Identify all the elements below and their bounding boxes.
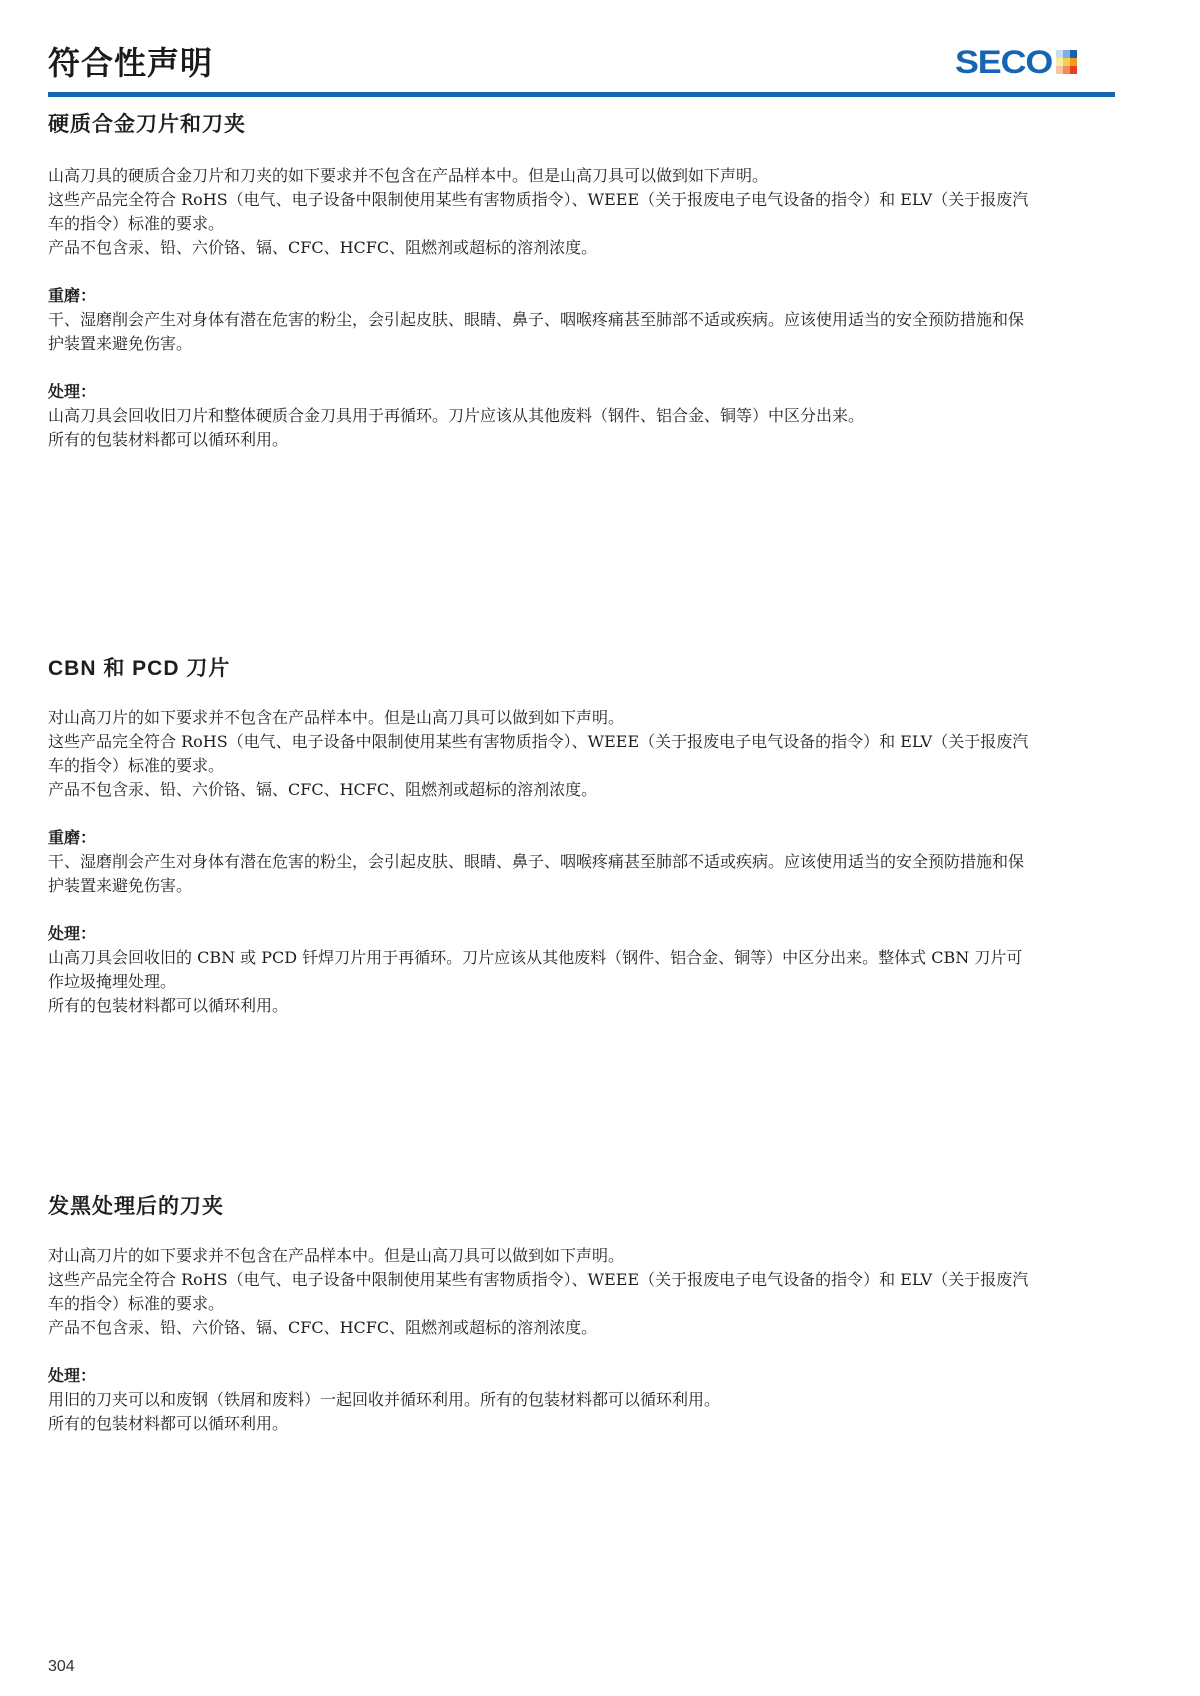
intro-line: 这些产品完全符合 RoHS（电气、电子设备中限制使用某些有害物质指令）、WEEE（关于报废电子电气设备的指令）和 ELV（关于报废汽车的指令）标准的要求。 (48, 732, 1029, 775)
intro-line: 产品不包含汞、铅、六价铬、镉、CFC、HCFC、阻燃剂或超标的溶剂浓度。 (48, 238, 598, 257)
page-number: 304 (48, 1658, 75, 1675)
section-heading: 硬质合金刀片和刀夹 (48, 111, 246, 136)
disposal-line: 所有的包装材料都可以循环利用。 (48, 430, 289, 449)
intro-line: 对山高刀片的如下要求并不包含在产品样本中。但是山高刀具可以做到如下声明。 (48, 708, 625, 727)
section-heading: CBN 和 PCD 刀片 (48, 657, 231, 680)
section-blackened-holders (48, 1190, 1128, 1436)
seco-logo (955, 44, 1077, 80)
regrinding-label: 重磨： (48, 286, 97, 305)
section-cbn-pcd (48, 652, 1128, 1018)
section-heading: 发黑处理后的刀夹 (48, 1193, 224, 1218)
intro-line: 产品不包含汞、铅、六价铬、镉、CFC、HCFC、阻燃剂或超标的溶剂浓度。 (48, 780, 598, 799)
intro-line: 这些产品完全符合 RoHS（电气、电子设备中限制使用某些有害物质指令）、WEEE（关于报废电子电气设备的指令）和 ELV（关于报废汽车的指令）标准的要求。 (48, 1270, 1029, 1313)
intro-line: 对山高刀片的如下要求并不包含在产品样本中。但是山高刀具可以做到如下声明。 (48, 1246, 625, 1265)
intro-line: 产品不包含汞、铅、六价铬、镉、CFC、HCFC、阻燃剂或超标的溶剂浓度。 (48, 1318, 598, 1337)
disposal-label: 处理： (48, 924, 97, 943)
page-title: 符合性声明 (48, 44, 214, 82)
disposal-line: 山高刀具会回收旧刀片和整体硬质合金刀具用于再循环。刀片应该从其他废料（钢件、铝合金、铜等）中区分出来。 (48, 406, 865, 425)
logo-text: SECO (955, 44, 1053, 80)
disposal-line: 所有的包装材料都可以循环利用。 (48, 996, 289, 1015)
intro-line: 山高刀具的硬质合金刀片和刀夹的如下要求并不包含在产品样本中。但是山高刀具可以做到如下声明。 (48, 166, 769, 185)
regrinding-label: 重磨： (48, 828, 97, 847)
logo-color-squares-icon (1056, 50, 1077, 74)
section-carbide (48, 108, 1128, 452)
disposal-label: 处理： (48, 1366, 97, 1385)
header-divider (48, 92, 1115, 97)
intro-line: 这些产品完全符合 RoHS（电气、电子设备中限制使用某些有害物质指令）、WEEE（关于报废电子电气设备的指令）和 ELV（关于报废汽车的指令）标准的要求。 (48, 190, 1029, 233)
regrinding-text: 干、湿磨削会产生对身体有潜在危害的粉尘，会引起皮肤、眼睛、鼻子、咽喉疼痛甚至肺部不适或疾病。应该使用适当的安全预防措施和保护装置来避免伤害。 (48, 310, 1025, 353)
regrinding-text: 干、湿磨削会产生对身体有潜在危害的粉尘，会引起皮肤、眼睛、鼻子、咽喉疼痛甚至肺部不适或疾病。应该使用适当的安全预防措施和保护装置来避免伤害。 (48, 852, 1025, 895)
disposal-line: 所有的包装材料都可以循环利用。 (48, 1414, 289, 1433)
disposal-label: 处理： (48, 382, 97, 401)
disposal-line: 山高刀具会回收旧的 CBN 或 PCD 钎焊刀片用于再循环。刀片应该从其他废料（钢件、铝合金、铜等）中区分出来。整体式 CBN 刀片可作垃圾掩埋处理。 (48, 948, 1023, 991)
disposal-line: 用旧的刀夹可以和废钢（铁屑和废料）一起回收并循环利用。所有的包装材料都可以循环利用。 (48, 1390, 721, 1409)
